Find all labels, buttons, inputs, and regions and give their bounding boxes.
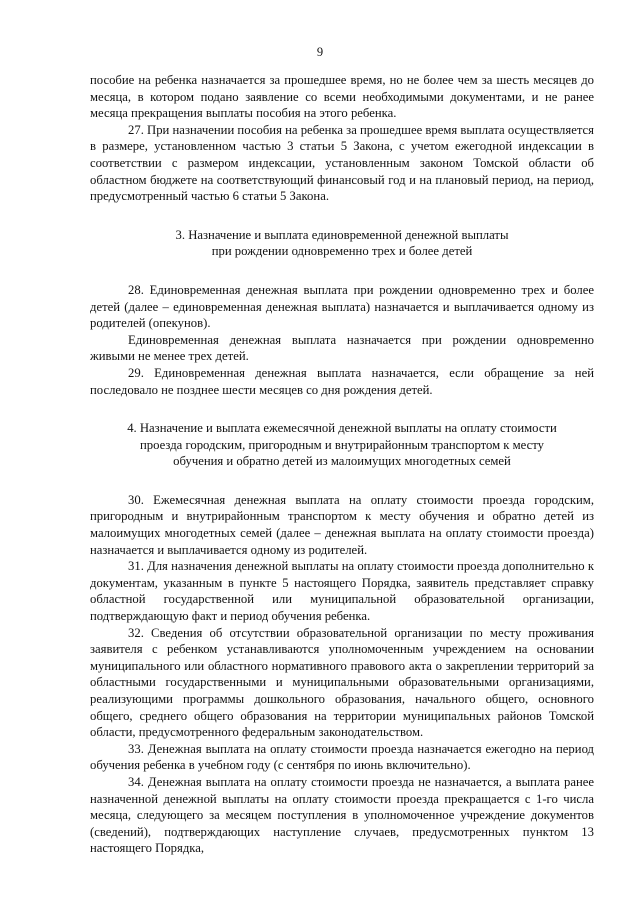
paragraph-31: 31. Для назначения денежной выплаты на оплату стоимости проезда дополнительно к документам, указанным в пункте 5 настоящего Порядка, заявитель представляет справку областной государственной или муниципальной образовательной организации, подтверждающую факт и период обучения ребенка.: [90, 559, 594, 624]
paragraph-27: 27. При назначении пособия на ребенка за прошедшее время выплата осуществляется в размере, установленном частью 3 статьи 5 Закона, с учетом ежегодной индексации в соответствии с размером индексации, установленным законом Томской области об областном бюджете на соответствующий финансовый год и на плановый период, на период, предусмотренный частью 6 статьи 5 Закона.: [90, 122, 594, 204]
section-heading-4-line-2: проезда городским, пригородным и внутрирайонным транспортом к месту: [140, 437, 544, 452]
section-heading-3: [90, 227, 594, 260]
paragraph-32: 32. Сведения об отсутствии образовательной организации по месту проживания заявителя с ребенком устанавливаются уполномоченным учреждением на основании муниципального или областного нормативного правового акта о закреплении территорий за областными государственными и муниципальными образовательными организациями, реализующими программы дошкольного образования, начального общего, основного общего, среднего общего образования на территории муниципальных районов Томской области, предусмотренного федеральным законодательством.: [90, 625, 594, 740]
paragraph-28-second: Единовременная денежная выплата назначается при рождении одновременно живыми не менее трех детей.: [90, 332, 594, 364]
section-heading-3-line-1: 3. Назначение и выплата единовременной денежной выплаты: [175, 227, 509, 242]
section-heading-4-line-3: обучения и обратно детей из малоимущих многодетных семей: [173, 454, 511, 469]
paragraph-33: 33. Денежная выплата на оплату стоимости проезда назначается ежегодно на период обучения ребенка в учебном году (с сентября по июнь включительно).: [90, 741, 594, 773]
section-heading-3-line-2: при рождении одновременно трех и более детей: [211, 244, 473, 259]
section-heading-4-line-1: 4. Назначение и выплата ежемесячной денежной выплаты на оплату стоимости: [127, 421, 557, 436]
paragraph-29: 29. Единовременная денежная выплата назначается, если обращение за ней последовало не позднее шести месяцев со дня рождения детей.: [90, 365, 594, 397]
page-number: 9: [316, 45, 324, 59]
paragraph-28: 28. Единовременная денежная выплата при рождении одновременно трех и более детей (далее – единовременная денежная выплата) назначается и выплачивается одному из родителей (опекунов).: [90, 282, 594, 331]
section-heading-4: [90, 420, 594, 470]
page-content: [90, 72, 594, 857]
paragraph-30: 30. Ежемесячная денежная выплата на оплату стоимости проезда городским, пригородным и внутрирайонным транспортом к месту обучения и обратно детей из малоимущих многодетных семей (далее – денежная выплата на оплату стоимости проезда) назначается и выплачивается одному из родителей.: [90, 492, 594, 557]
paragraph-continuation: пособие на ребенка назначается за прошедшее время, но не более чем за шесть месяцев до месяца, в котором подано заявление со всеми необходимыми документами, и не ранее месяца прекращения выплаты пособия на этого ребенка.: [90, 73, 594, 121]
paragraph-34: 34. Денежная выплата на оплату стоимости проезда не назначается, а выплата ранее назначенной денежной выплаты на оплату стоимости проезда прекращается с 1-го числа месяца, следующего за месяцем поступления в уполномоченное учреждение документов (сведений), подтверждающих наступление случаев, предусмотренных пунктом 13 настоящего Порядка,: [90, 774, 594, 856]
